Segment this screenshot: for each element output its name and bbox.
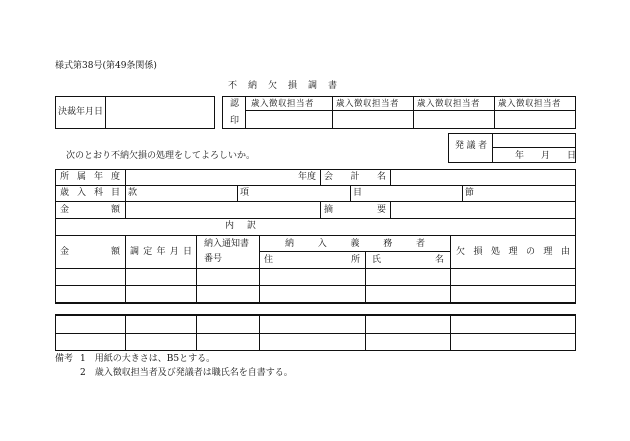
issuer-label-text: 発 議 者: [455, 141, 487, 151]
summary-label-text: 摘 要: [324, 205, 386, 215]
col-notice-header-line1: 納入通知書: [204, 239, 250, 249]
collector-header: 歳入徴収担当者: [417, 99, 481, 109]
form-number: 様式第38号(第49条関係): [55, 61, 157, 71]
col-amount-header: [60, 248, 120, 257]
document-title: 不 納 欠 損 調 書: [228, 81, 339, 91]
decision-date-label: 決裁年月日: [58, 107, 104, 117]
collector-header: 歳入徴収担当者: [498, 99, 562, 109]
amount-label-text: 金 額: [60, 205, 120, 215]
moku-label: 目: [353, 188, 363, 198]
fiscal-year-label: 年度: [298, 172, 317, 182]
col-reason-header: [456, 248, 570, 257]
request-text: 次のとおり不納欠損の処理をしてよろしいか。: [66, 151, 256, 161]
issuer-day: 日: [567, 151, 577, 161]
col-obligor-header-text: 納 入 義 務 者: [285, 239, 425, 249]
approval-label-bottom: 印: [230, 116, 240, 126]
note-item: 2 歳入徴収担当者及び発議者は職氏名を自書する。: [80, 368, 293, 378]
col-assessment-date-header-text: 調 定 年 月 日: [130, 247, 192, 257]
col-address-header: [264, 256, 360, 265]
accounting-label-text: 会 計 名: [324, 172, 386, 182]
col-name-header-text: 氏 名: [372, 255, 444, 265]
issuer-year: 年: [515, 151, 525, 161]
revenue-item-label-text: 歳 入 科 目: [60, 188, 120, 198]
accounting-label: [324, 173, 386, 182]
col-assessment-date-header: [130, 248, 192, 257]
kan-label: 款: [128, 188, 138, 198]
continuation-line-top: [55, 302, 576, 304]
col-address-header-text: 住 所: [264, 255, 360, 265]
notes-label: 備考: [55, 354, 74, 364]
revenue-item-label: [60, 189, 120, 198]
breakdown-label: 内 訳: [225, 221, 259, 231]
setsu-label: 節: [465, 188, 475, 198]
approval-label-top: 認: [230, 99, 240, 109]
col-notice-header-line2: 番号: [204, 254, 223, 264]
amount-label: [60, 206, 120, 215]
summary-label: [324, 206, 386, 215]
note-item: 1 用紙の大きさは、B5とする。: [80, 354, 216, 364]
collector-header: 歳入徴収担当者: [251, 99, 315, 109]
collector-header: 歳入徴収担当者: [336, 99, 400, 109]
col-reason-header-text: 欠 損 処 理 の 理 由: [456, 247, 570, 257]
kou-label: 項: [240, 188, 250, 198]
affiliation-label: [60, 173, 120, 182]
col-obligor-header: [285, 240, 425, 249]
col-amount-header-text: 金 額: [60, 247, 120, 257]
issuer-month: 月: [541, 151, 551, 161]
issuer-label: [455, 142, 487, 151]
affiliation-label-text: 所 属 年 度: [60, 172, 120, 182]
col-name-header: [372, 256, 444, 265]
